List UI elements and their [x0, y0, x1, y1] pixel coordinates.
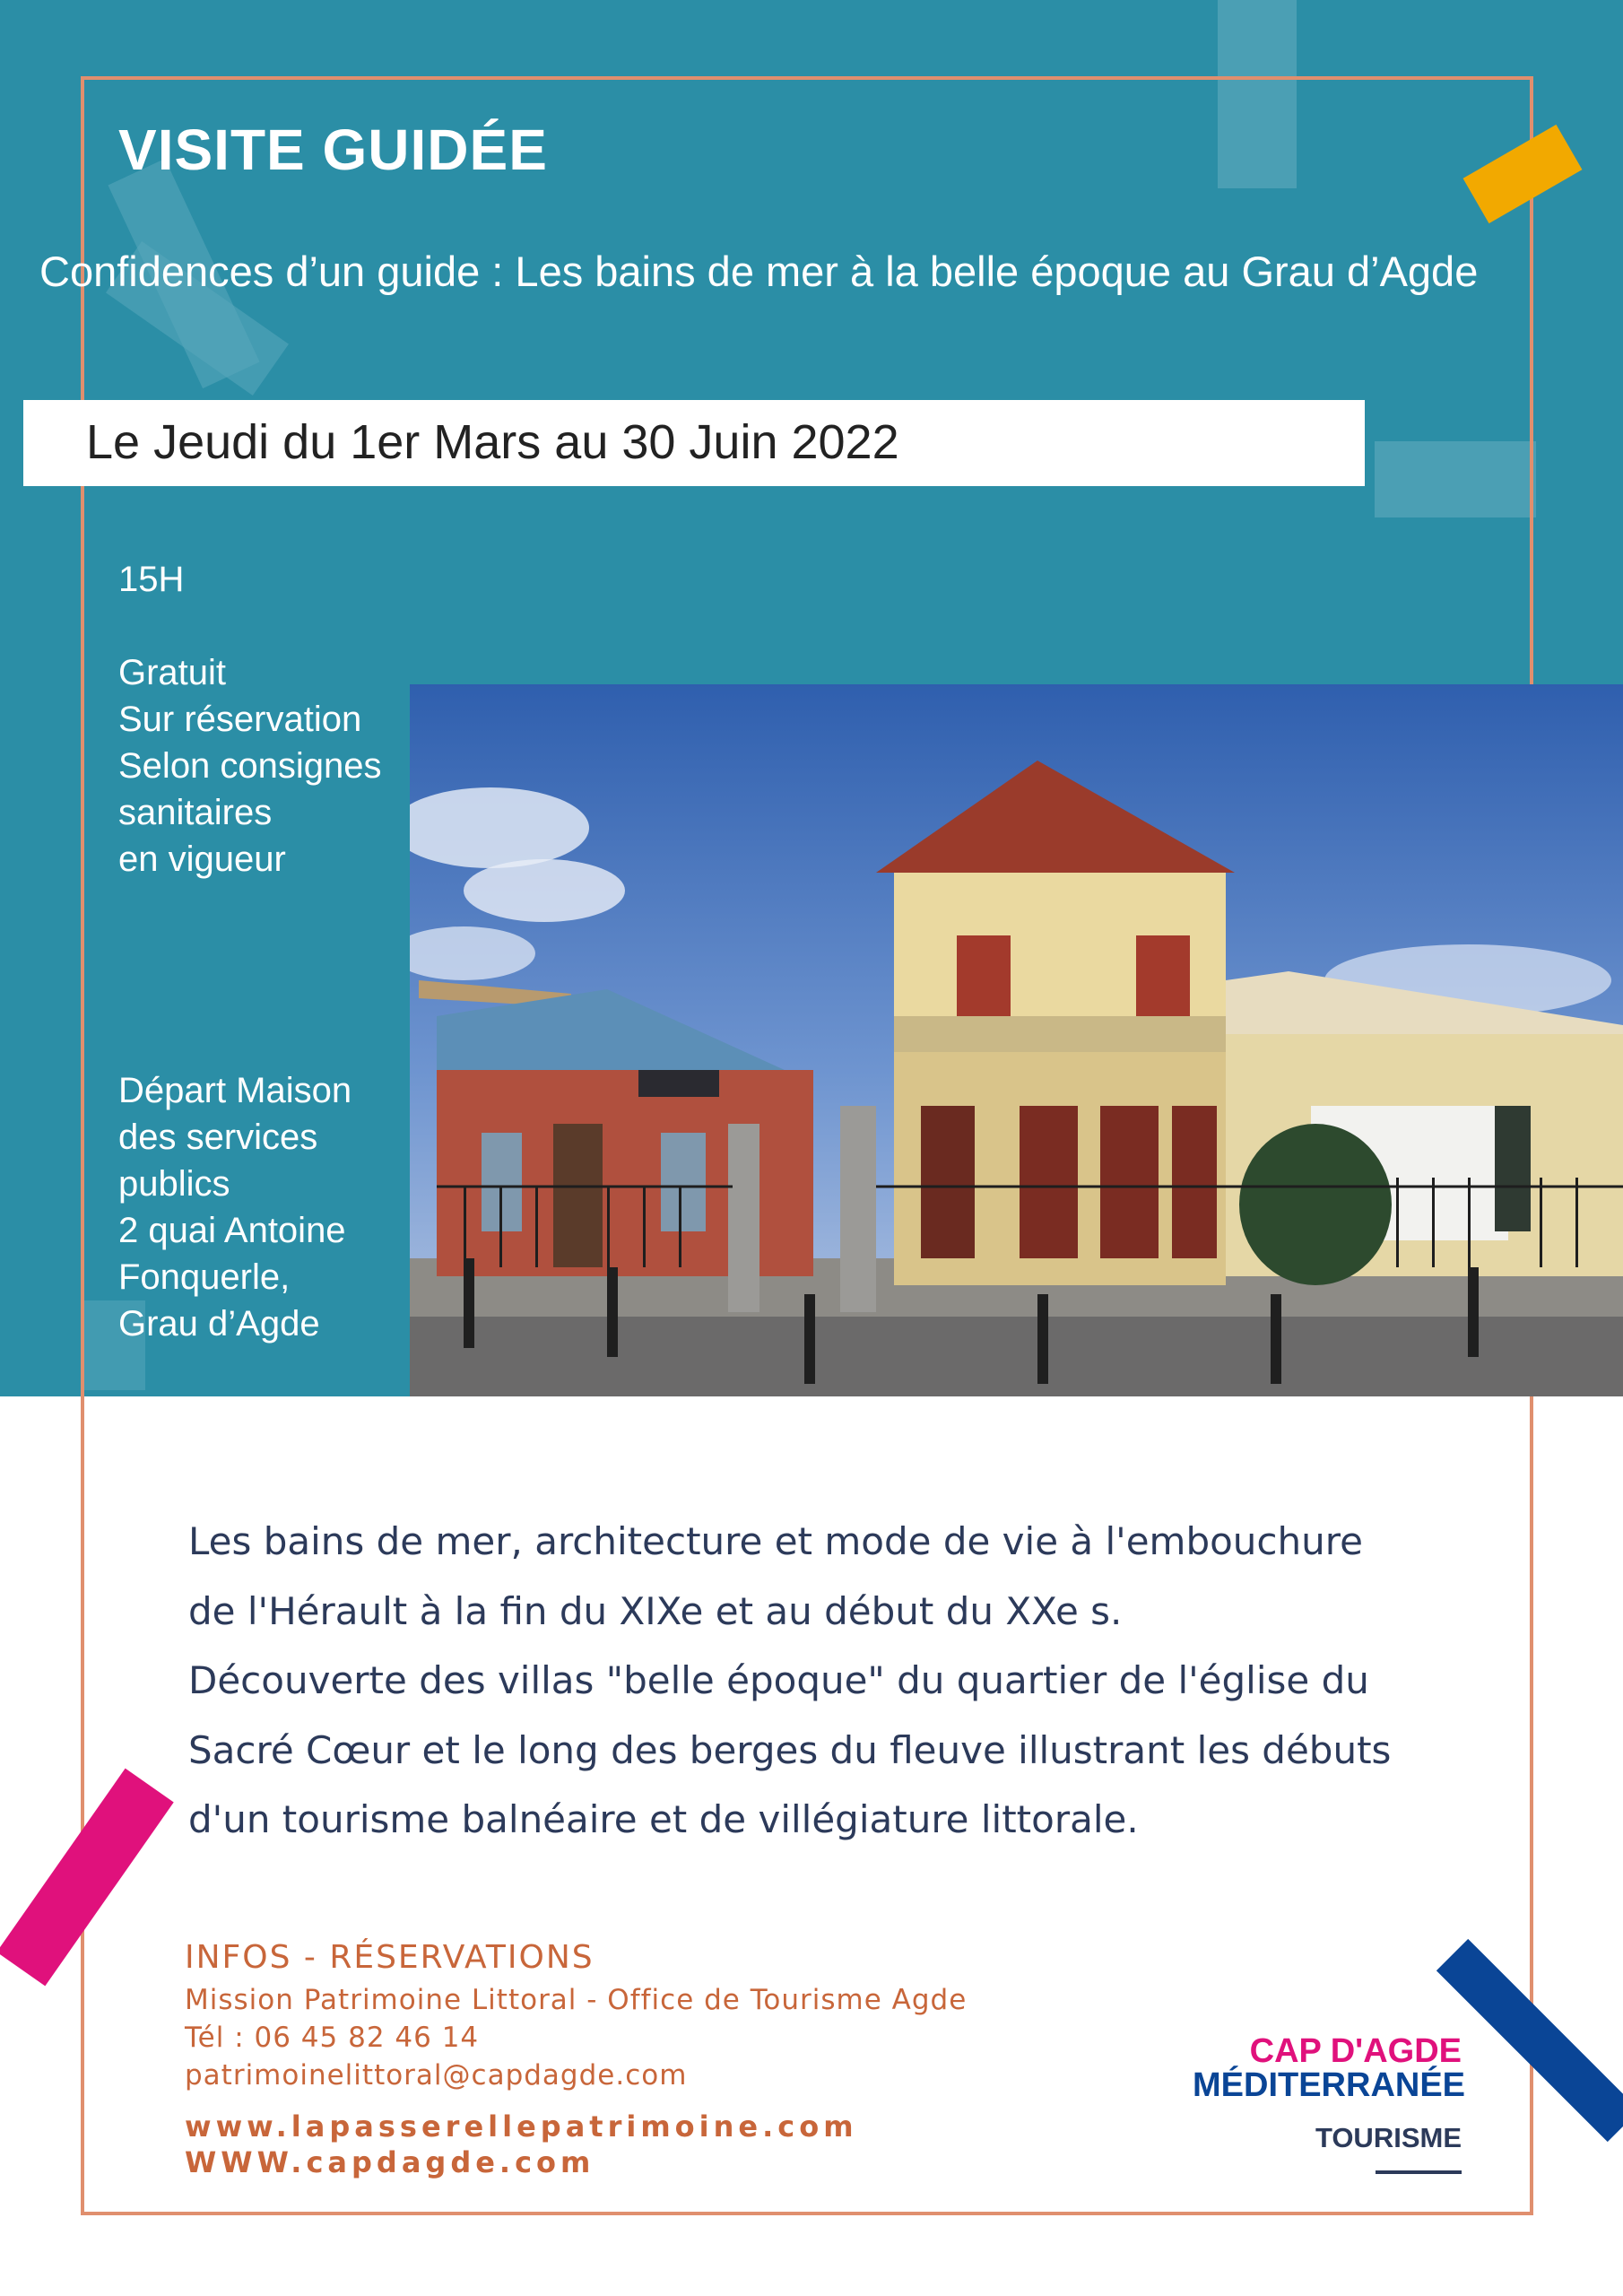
departure-line: Fonquerle, — [118, 1257, 291, 1297]
condition-line: Sur réservation — [118, 700, 362, 739]
condition-line: sanitaires — [118, 793, 273, 832]
description-line: Les bains de mer, architecture et mode de vie à l'embouchure — [188, 1519, 1363, 1563]
condition-line: Selon consignes — [118, 746, 382, 786]
logo-line-1: CAP D'AGDE — [1249, 2032, 1462, 2070]
condition-line: Gratuit — [118, 653, 227, 692]
departure-line: Départ Maison — [118, 1071, 352, 1110]
description — [188, 1507, 1462, 1855]
event-time: 15H — [118, 560, 185, 599]
description-line: de l'Hérault à la fin du XIXe et au début du XXe s. — [188, 1588, 1123, 1633]
departure-line: publics — [118, 1164, 230, 1204]
infos-email[interactable]: patrimoinelittoral@capdagde.com — [185, 2059, 688, 2092]
infos-phone: Tél : 06 45 82 46 14 — [185, 2022, 480, 2054]
website-link-passerelle[interactable]: www.lapasserellepatrimoine.com — [185, 2109, 858, 2144]
logo-line-3: TOURISME — [1315, 2122, 1462, 2153]
departure-block — [118, 1067, 352, 1347]
conditions-block — [118, 649, 382, 883]
logo-line-2: MÉDITERRANÉE — [1193, 2066, 1466, 2104]
page-title: VISITE GUIDÉE — [118, 117, 548, 182]
departure-line: 2 quai Antoine — [118, 1211, 346, 1250]
condition-line: en vigueur — [118, 839, 286, 879]
cap-dagde-logo — [1193, 2032, 1466, 2174]
date-line: Le Jeudi du 1er Mars au 30 Juin 2022 — [86, 415, 899, 469]
website-link-capdagde[interactable]: WWW.capdagde.com — [185, 2145, 595, 2179]
departure-line: des services — [118, 1118, 318, 1157]
infos-org: Mission Patrimoine Littoral - Office de Tourisme Agde — [185, 1984, 968, 2016]
page-subtitle: Confidences d’un guide : Les bains de mer à la belle époque au Grau d’Agde — [39, 248, 1479, 295]
infos-heading: INFOS - RÉSERVATIONS — [185, 1939, 595, 1976]
description-line: d'un tourisme balnéaire et de villégiature littorale. — [188, 1797, 1139, 1841]
description-line: Sacré Cœur et le long des berges du fleuve illustrant les débuts — [188, 1727, 1392, 1772]
villa-photo — [410, 684, 1623, 1396]
departure-line: Grau d’Agde — [118, 1304, 320, 1344]
description-line: Découverte des villas "belle époque" du quartier de l'église du — [188, 1658, 1369, 1702]
logo-rule — [1376, 2170, 1462, 2174]
